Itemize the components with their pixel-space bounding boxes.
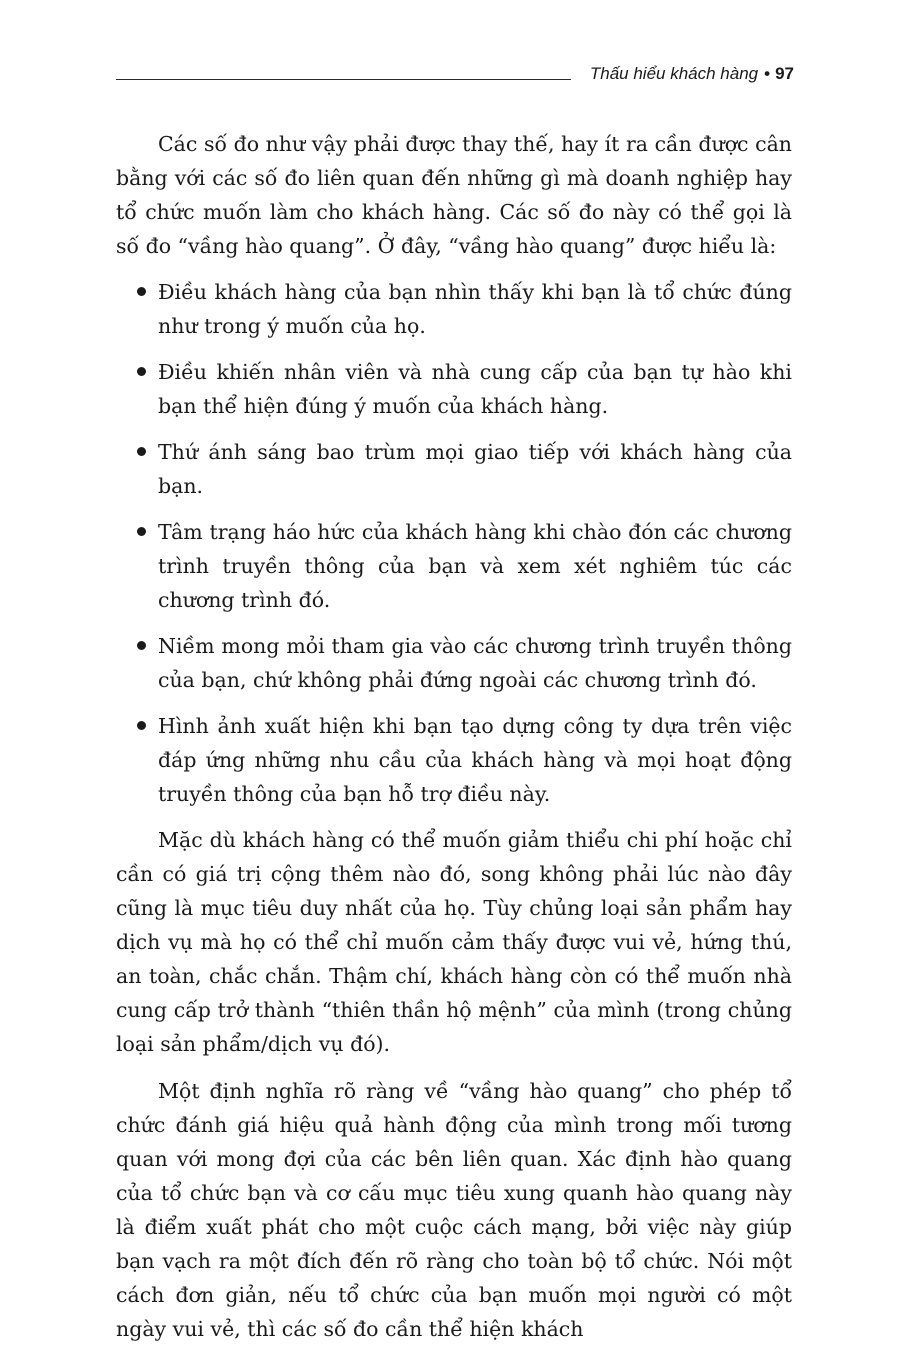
bullet-icon: [137, 641, 146, 650]
list-item: [116, 355, 792, 423]
bullet-icon: [137, 447, 146, 456]
list-item: [116, 629, 792, 697]
list-item-text: Điều khách hàng của bạn nhìn thấy khi bạn là tổ chức đúng như trong ý muốn của họ.: [158, 280, 792, 338]
list-item: [116, 275, 792, 343]
intro-paragraph: Các số đo như vậy phải được thay thế, hay ít ra cần được cân bằng với các số đo liên quan đến những gì mà doanh nghiệp hay tổ chức muốn làm cho khách hàng. Các số đo này có thể gọi là số đo “vầng hào quang”. Ở đây, “vầng hào quang” được hiểu là:: [116, 132, 792, 258]
list-item-text: Tâm trạng háo hức của khách hàng khi chào đón các chương trình truyền thông của bạn và xem xét nghiêm túc các chương trình đó.: [158, 520, 792, 612]
halo-definition-list: [116, 275, 792, 811]
running-head: [590, 64, 794, 84]
list-item-text: Hình ảnh xuất hiện khi bạn tạo dựng công ty dựa trên việc đáp ứng những nhu cầu của khách hàng và mọi hoạt động truyền thông của bạn hỗ trợ điều này.: [158, 714, 792, 806]
list-item: [116, 709, 792, 811]
page-body: [116, 127, 792, 1346]
bullet-icon: [137, 367, 146, 376]
paragraph-customer-goals: Mặc dù khách hàng có thể muốn giảm thiểu chi phí hoặc chỉ cần có giá trị cộng thêm nào đó, song không phải lúc nào đây cũng là mục tiêu duy nhất của họ. Tùy chủng loại sản phẩm hay dịch vụ mà họ có thể chỉ muốn cảm thấy được vui vẻ, hứng thú, an toàn, chắc chắn. Thậm chí, khách hàng còn có thể muốn nhà cung cấp trở thành “thiên thần hộ mệnh” của mình (trong chủng loại sản phẩm/dịch vụ đó).: [116, 828, 792, 1056]
list-item-text: Thứ ánh sáng bao trùm mọi giao tiếp với khách hàng của bạn.: [158, 440, 792, 498]
bullet-icon: [137, 287, 146, 296]
bullet-icon: [137, 721, 146, 730]
bullet-icon: [137, 527, 146, 536]
list-item: [116, 515, 792, 617]
list-item-text: Niềm mong mỏi tham gia vào các chương trình truyền thông của bạn, chứ không phải đứng ngoài các chương trình đó.: [158, 634, 792, 692]
list-item: [116, 435, 792, 503]
chapter-title: Thấu hiểu khách hàng: [589, 64, 759, 83]
header-rule: [116, 79, 571, 80]
list-item-text: Điều khiến nhân viên và nhà cung cấp của bạn tự hào khi bạn thể hiện đúng ý muốn của khách hàng.: [158, 360, 792, 418]
paragraph-halo-definition: Một định nghĩa rõ ràng về “vầng hào quang” cho phép tổ chức đánh giá hiệu quả hành động của mình trong mối tương quan với mong đợi của các bên liên quan. Xác định hào quang của tổ chức bạn và cơ cấu mục tiêu xung quanh hào quang này là điểm xuất phát cho một cuộc cách mạng, bởi việc này giúp bạn vạch ra một đích đến rõ ràng cho toàn bộ tổ chức. Nói một cách đơn giản, nếu tổ chức của bạn muốn mọi người có một ngày vui vẻ, thì các số đo cần thể hiện khách: [116, 1079, 792, 1341]
page-number: 97: [775, 64, 794, 83]
running-header: [116, 60, 794, 90]
header-separator: •: [764, 64, 771, 83]
